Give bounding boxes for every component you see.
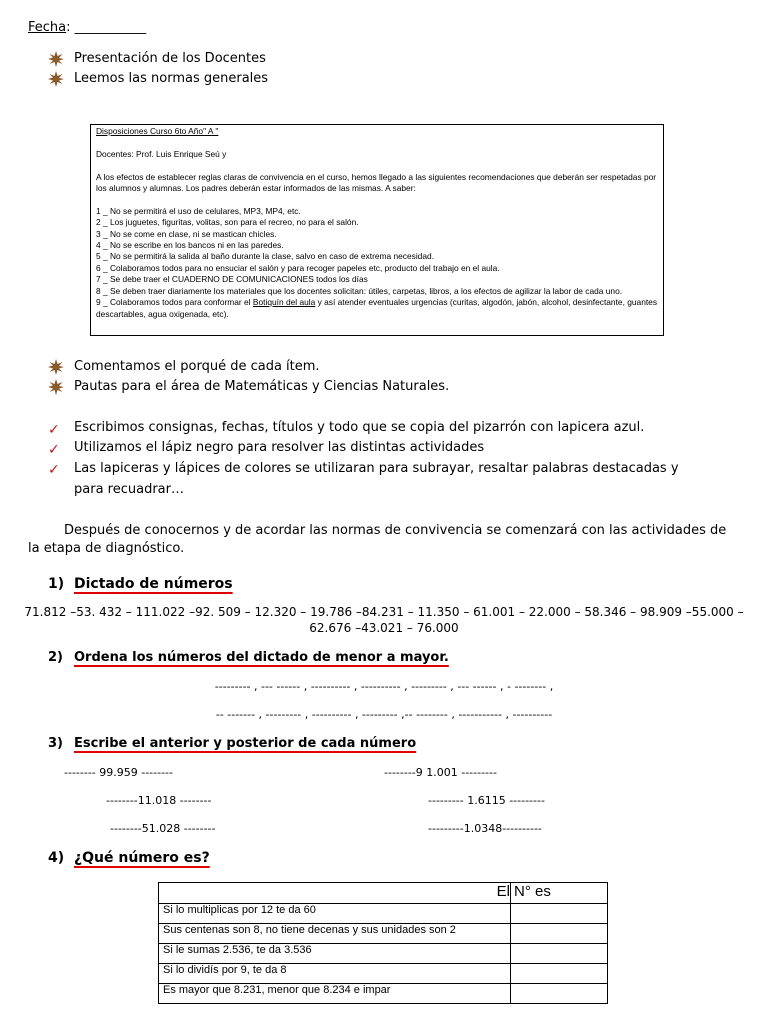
table-row (159, 904, 608, 924)
riddle-cell: Si lo multiplicas por 12 te da 60 (159, 904, 511, 924)
rule-item-9 (96, 297, 658, 320)
before-after-item[interactable]: --------51.028 -------- (110, 822, 216, 835)
order-blank-line[interactable]: --------- , --- ------ , ---------- , ---------- , --------- , --- ------ , - -------- , (214, 680, 554, 693)
check-text: Las lapiceras y lápices de colores se utilizaran para subrayar, resaltar palabras destacadas y para recuadrar… (74, 461, 679, 497)
table-row (159, 984, 608, 1004)
rule-item: 6 _ Colaboramos todos para no ensuciar el salón y para recoger papeles etc, producto del trabajo en el aula. (96, 262, 500, 273)
table-row (159, 964, 608, 984)
starburst-bullet-icon (48, 51, 64, 67)
list-item (48, 49, 268, 69)
date-line (28, 20, 146, 35)
list-item (48, 377, 449, 397)
teachers-line: Docentes: Prof. Luis Enrique Seú y (96, 148, 227, 159)
answer-cell[interactable] (511, 924, 608, 944)
table-row (159, 924, 608, 944)
before-after-item[interactable]: --------11.018 -------- (106, 794, 212, 807)
botiquin-link: Botiquín del aula (252, 297, 316, 308)
rule-item: 5 _ No se permitirá la salida al baño durante la clase, salvo en caso de extrema necesidad. (96, 251, 434, 262)
date-blank: : ___________ (66, 20, 147, 35)
riddle-cell: Si le sumas 2.536, te da 3.536 (159, 944, 511, 964)
section-title: Dictado de números (74, 576, 233, 592)
rule-item: 1 _ No se permitirá el uso de celulares, MP3, MP4, etc. (96, 205, 301, 216)
answer-cell[interactable] (511, 944, 608, 964)
section-3-heading (48, 736, 416, 751)
answer-cell[interactable] (511, 984, 608, 1004)
riddle-table (158, 882, 608, 1004)
starburst-bullet-icon (48, 359, 64, 375)
rule9-text-end: y así atender eventuales urgencias (curitas, algodón, jabón, alcohol, desinfectante, guantes descartables, agua oxigenada, etc). (96, 297, 658, 319)
riddle-cell: Es mayor que 8.231, menor que 8.234 e impar (159, 984, 511, 1004)
rules-intro: A los efectos de establecer reglas claras de convivencia en el curso, hemos llegado a las siguientes recomendaciones que deberán ser respetadas por los alumnos y alumnas. Los padres deberán estar informados de las mismas. A saber: (96, 171, 657, 194)
list-item (48, 418, 708, 438)
list-item (48, 458, 708, 500)
rule-item: 4 _ No se escribe en los bancos ni en las paredes. (96, 240, 284, 251)
section-2-heading (48, 650, 449, 665)
before-after-item[interactable]: --------- 1.6115 --------- (428, 794, 545, 807)
list-item (48, 69, 268, 89)
dictation-numbers (20, 604, 748, 636)
dictation-line: 71.812 –53. 432 – 111.022 –92. 509 – 12.320 – 19.786 –84.231 – 11.350 – 61.001 – 22.000 – 58.346 – 98.909 –55.000 – (24, 605, 744, 619)
rule-item: 8 _ Se deben traer diariamente los materiales que los docentes solicitan: útiles, carpetas, libros, a los efectos de agilizar la labor de cada uno. (96, 285, 623, 296)
bullet-text: Comentamos el porqué de cada ítem. (74, 359, 320, 374)
list-item (48, 357, 449, 377)
list-item (48, 438, 708, 458)
section-title: Ordena los números del dictado de menor a mayor. (74, 650, 449, 665)
bullet-text: Pautas para el área de Matemáticas y Ciencias Naturales. (74, 379, 450, 394)
header-cell: El (159, 883, 511, 904)
section-4-heading (48, 850, 210, 866)
intro-paragraph: Después de conocernos y de acordar las normas de convivencia se comenzará con las actividades de la etapa de diagnóstico. (28, 523, 727, 556)
rules-box (90, 124, 664, 336)
table-row (159, 944, 608, 964)
starburst-bullet-icon (48, 379, 64, 395)
checkmark-icon: ✓ (48, 422, 60, 438)
section-number: 1) (48, 576, 65, 592)
rules-title: Disposiciones Curso 6to Año" A " (96, 126, 219, 136)
riddle-cell: Si lo dividís por 9, te da 8 (159, 964, 511, 984)
order-blank-line[interactable]: -- ------- , --------- , ---------- , --------- ,-- -------- , ----------- , ---------- (215, 708, 553, 721)
table-header-row (159, 883, 608, 904)
header-cell: N° es (511, 883, 608, 904)
check-text: Escribimos consignas, fechas, títulos y todo que se copia del pizarrón con lapicera azul. (74, 420, 645, 435)
starburst-bullet-icon (48, 71, 64, 87)
section-number: 4) (48, 850, 65, 866)
riddle-cell: Sus centenas son 8, no tiene decenas y sus unidades son 2 (159, 924, 511, 944)
section-1-heading (48, 576, 233, 592)
mid-bullet-list (48, 357, 449, 397)
check-list (48, 418, 708, 500)
rule-item: 3 _ No se come en clase, ni se mastican chicles. (96, 228, 277, 239)
before-after-item[interactable]: -------- 99.959 -------- (64, 766, 173, 779)
bullet-text: Presentación de los Docentes (74, 51, 266, 66)
dictation-line: 62.676 –43.021 – 76.000 (309, 621, 459, 635)
date-label: Fecha (28, 20, 67, 35)
rule9-text: 9 _ Colaboramos todos para conformar el (96, 297, 253, 308)
rule-item: 7 _ Se debe traer el CUADERNO DE COMUNICACIONES todos los días (96, 274, 368, 285)
section-number: 2) (48, 650, 63, 665)
rule-item: 2 _ Los juguetes, figuritas, volitas, son para el recreo, no para el salón. (96, 217, 359, 228)
before-after-item[interactable]: --------9 1.001 --------- (384, 766, 497, 779)
check-text: Utilizamos el lápiz negro para resolver las distintas actividades (74, 440, 485, 455)
answer-cell[interactable] (511, 964, 608, 984)
bullet-text: Leemos las normas generales (74, 71, 269, 86)
section-number: 3) (48, 736, 63, 751)
answer-cell[interactable] (511, 904, 608, 924)
checkmark-icon: ✓ (48, 462, 60, 478)
before-after-item[interactable]: ---------1.0348---------- (428, 822, 542, 835)
checkmark-icon: ✓ (48, 442, 60, 458)
intro-bullet-list (48, 49, 268, 89)
section-title: ¿Qué número es? (74, 850, 210, 866)
section-title: Escribe el anterior y posterior de cada número (74, 736, 417, 751)
